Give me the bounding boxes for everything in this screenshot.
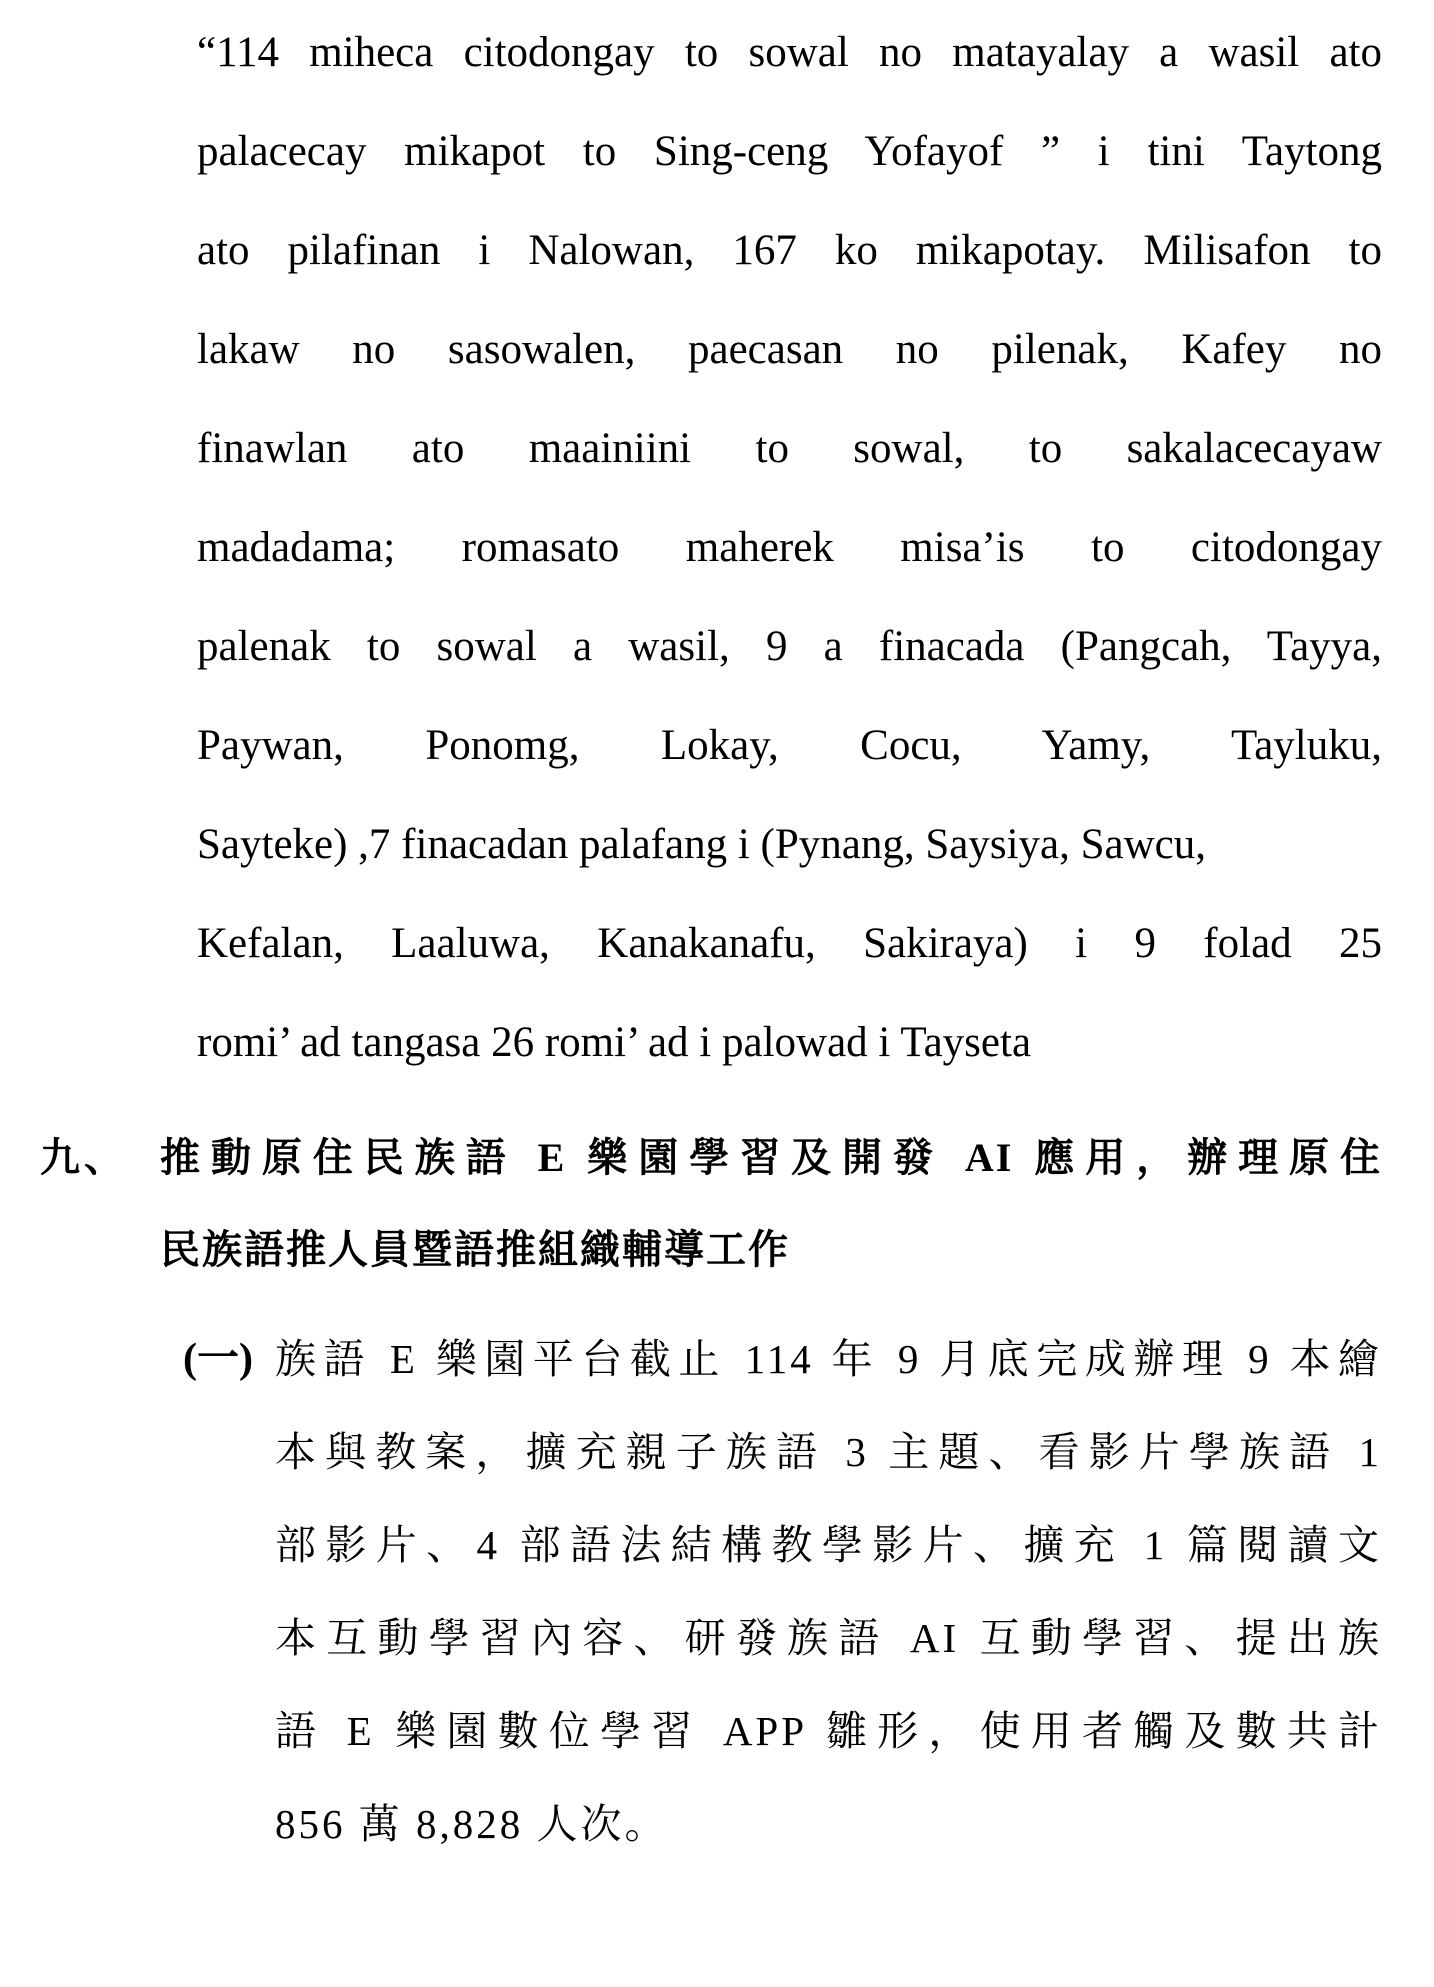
subsection-1-line-6: 856 萬 8,828 人次。 xyxy=(275,1801,669,1847)
section-9-marker: 九、 xyxy=(40,1135,128,1180)
subsection-1-line-4: 本互動學習內容、研發族語 AI 互動學習、提出族 xyxy=(275,1615,1382,1661)
subsection-1-marker: (一) xyxy=(183,1336,253,1382)
subsection-1-line-3: 部影片、4 部語法結構教學影片、擴充 1 篇閱讀文 xyxy=(275,1522,1382,1568)
amis-line-5: finawlan ato maainiini to sowal, to sakalacecayaw xyxy=(197,425,1382,472)
amis-line-10: Kefalan, Laaluwa, Kanakanafu, Sakiraya) i 9 folad 25 xyxy=(197,920,1382,967)
subsection-1-line-5: 語 E 樂園數位學習 APP 雛形，使用者觸及數共計 xyxy=(275,1708,1382,1754)
amis-line-1: “114 miheca citodongay to sowal no matayalay a wasil ato xyxy=(197,29,1382,76)
subsection-1-line-2: 本與教案，擴充親子族語 3 主題、看影片學族語 1 xyxy=(275,1429,1382,1475)
section-9-heading-line-1: 推動原住民族語 E 樂園學習及開發 AI 應用，辦理原住 xyxy=(160,1135,1382,1180)
amis-line-3: ato pilafinan i Nalowan, 167 ko mikapotay. Milisafon to xyxy=(197,227,1382,274)
amis-line-6: madadama; romasato maherek misa’is to citodongay xyxy=(197,524,1382,571)
subsection-1-line-1: 族語 E 樂園平台截止 114 年 9 月底完成辦理 9 本繪 xyxy=(275,1336,1382,1382)
amis-line-4: lakaw no sasowalen, paecasan no pilenak, Kafey no xyxy=(197,326,1382,373)
amis-line-11: romi’ ad tangasa 26 romi’ ad i palowad i Tayseta xyxy=(197,1019,1032,1066)
amis-line-8: Paywan, Ponomg, Lokay, Cocu, Yamy, Tayluku, xyxy=(197,722,1382,769)
amis-line-9: Sayteke) ,7 finacadan palafang i (Pynang, Saysiya, Sawcu, xyxy=(197,821,1206,868)
amis-line-2: palacecay mikapot to Sing-ceng Yofayof ” i tini Taytong xyxy=(197,128,1382,175)
amis-line-7: palenak to sowal a wasil, 9 a finacada (Pangcah, Tayya, xyxy=(197,623,1382,670)
section-9-heading-line-2: 民族語推人員暨語推組織輔導工作 xyxy=(160,1227,790,1272)
